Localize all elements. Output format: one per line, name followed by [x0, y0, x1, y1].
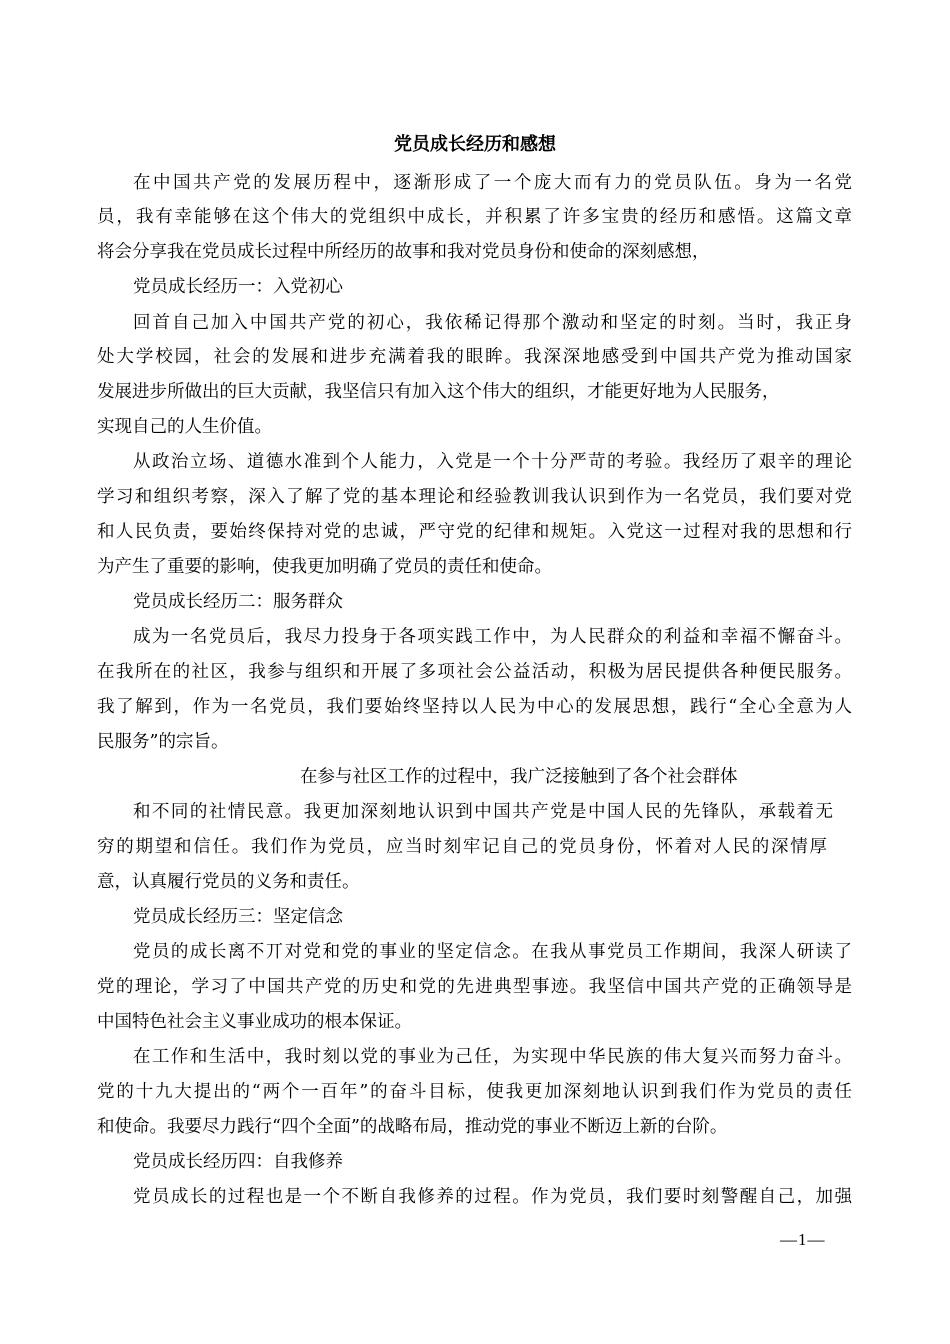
section-heading: 党员成长经历四：自我修养	[133, 1152, 343, 1172]
page-number: —1—	[780, 1230, 826, 1249]
paragraph-line: 党员的成长离不丌对党和党的事业的坚定信念。在我从事党员工作期间，我深人研读了	[133, 942, 852, 962]
document-title: 党员成长经历和感想	[394, 134, 556, 155]
section-heading: 党员成长经历二：服务群众	[133, 592, 343, 612]
paragraph-line: 民服务”的宗旨。	[97, 732, 229, 752]
paragraph-line: 成为一名党员后，我尽力投身于各项实践工作中，为人民群众的利益和幸福不懈奋斗。	[133, 627, 852, 647]
paragraph-line: 从政治立场、道德水准到个人能力，入党是一个十分严苛的考验。我经历了艰辛的理论	[133, 452, 852, 472]
paragraph-line: 中国特色社会主义事业成功的根本保证。	[97, 1012, 412, 1032]
paragraph-line: 在我所在的社区，我参与组织和开展了多项社会公益活动，积极为居民提供各种便民服务。	[97, 662, 852, 682]
paragraph-line: 我了解到，作为一名党员，我们要始终坚持以人民为中心的发展思想，践行“全心全意为人	[97, 697, 852, 717]
paragraph-line: 和人民负责，要始终保持对党的忠诚，严守党的纪律和规矩。入党这一过程对我的思想和行	[97, 522, 852, 542]
paragraph-line: 党的理论，学习了中国共产党的历史和党的先进典型事迹。我坚信中国共产党的正确领导是	[97, 977, 852, 997]
paragraph-line: 回首自己加入中国共产党的初心，我依稀记得那个激动和坚定的时刻。当时，我正身	[133, 313, 852, 333]
paragraph-line: 意，认真履行党员的义务和责任。	[97, 872, 360, 892]
paragraph-line: 穷的期望和信任。我们作为党员，应当时刻牢记自己的党员身份，怀着对人民的深情厚	[97, 837, 827, 857]
paragraph-line: 在工作和生活中，我时刻以党的事业为己任，为实现中华民族的伟大复兴而努力奋斗。	[133, 1047, 852, 1067]
paragraph-line: 和使命。我要尽力践行“四个全面”的战略布局，推动党的事业不断迈上新的台阶。	[97, 1117, 728, 1137]
paragraph-line: 发展进步所做出的巨大贡献，我坚信只有加入这个伟大的组织，才能更好地为人民服务，	[97, 382, 780, 402]
paragraph-line: 在参与社区工作的过程中，我广泛接触到了各个社会群体	[300, 767, 738, 787]
paragraph-line: 将会分享我在党员成长过程中所经历的故事和我对党员身份和使命的深刻感想，	[97, 242, 710, 262]
paragraph-line: 党的十九大提出的“两个一百年”的奋斗目标，使我更加深刻地认识到我们作为党员的责任	[97, 1082, 852, 1102]
paragraph-line: 和不同的社情民意。我更加深刻地认识到中国共产党是中国人民的先锋队，承载着无	[133, 802, 833, 822]
section-heading: 党员成长经历一：入党初心	[133, 277, 343, 297]
paragraph-line: 学习和组织考察，深入了解了党的基本理论和经验教训我认识到作为一名党员，我们要对党	[97, 487, 852, 507]
paragraph-line: 党员成长的过程也是一个不断自我修养的过程。作为党员，我们要时刻警醒自己，加强	[133, 1187, 852, 1207]
paragraph-line: 在中国共产党的发展历程中，逐渐形成了一个庞大而有力的党员队伍。身为一名党	[133, 173, 852, 193]
paragraph-line: 员，我有幸能够在这个伟大的党组织中成长，并积累了许多宝贵的经历和感悟。这篇文章	[97, 207, 852, 227]
paragraph-line: 处大学校园，社会的发展和进步充满着我的眼眸。我深深地感受到中国共产党为推动国家	[97, 347, 852, 367]
paragraph-line: 实现自己的人生价值。	[97, 417, 272, 437]
section-heading: 党员成长经历三：坚定信念	[133, 907, 343, 927]
paragraph-line: 为产生了重要的影响，使我更加明确了党员的责任和使命。	[97, 557, 552, 577]
